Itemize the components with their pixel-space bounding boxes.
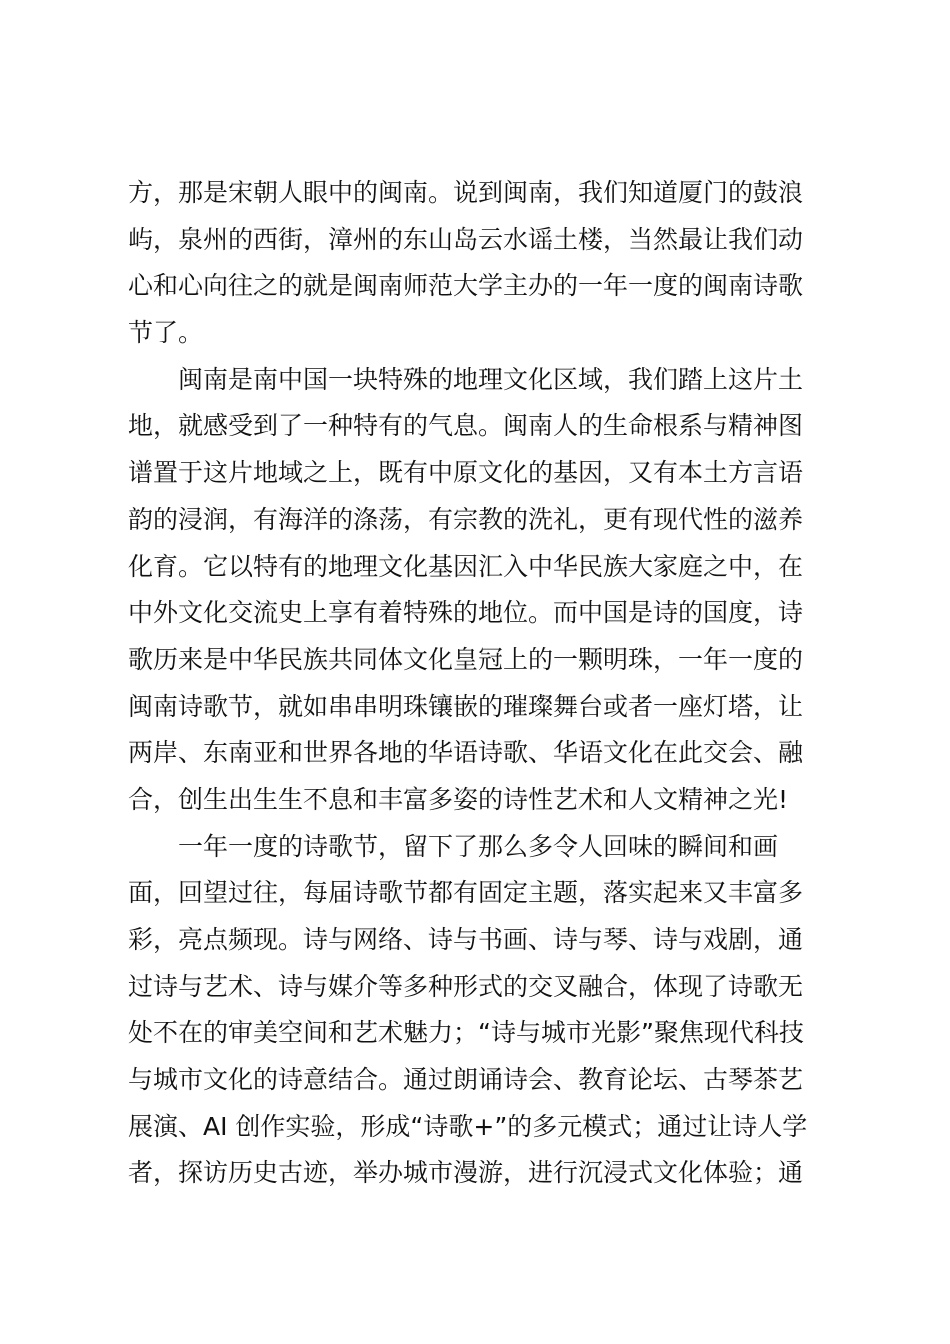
text-line: 谱置于这片地域之上，既有中原文化的基因，又有本土方言语 [128,458,804,488]
text-line: 闽南诗歌节，就如串串明珠镶嵌的璀璨舞台或者一座灯塔，让 [128,691,804,721]
text-line: 过诗与艺术、诗与媒介等多种形式的交叉融合，体现了诗歌无 [128,971,804,1001]
text-line: 方，那是宋朝人眼中的闽南。说到闽南，我们知道厦门的鼓浪 [128,178,804,207]
text-line: 处不在的审美空间和艺术魅力；“诗与城市光影”聚焦现代科技 [128,1018,804,1048]
paragraph-first-line: 闽南是南中国一块特殊的地理文化区域，我们踏上这片土 [178,364,804,394]
text-line: 两岸、东南亚和世界各地的华语诗歌、华语文化在此交会、融 [128,738,804,768]
text-line: 歌历来是中华民族共同体文化皇冠上的一颗明珠，一年一度的 [128,644,804,674]
text-line: 者，探访历史古迹，举办城市漫游，进行沉浸式文化体验；通 [128,1158,804,1188]
body-text [128,170,822,1197]
text-line: 化育。它以特有的地理文化基因汇入中华民族大家庭之中，在 [128,551,804,581]
text-line: 展演、AI 创作实验，形成“诗歌+”的多元模式；通过让诗人学 [128,1111,808,1141]
text-line: 面，回望过往，每届诗歌节都有固定主题，落实起来又丰富多 [128,878,804,908]
text-line: 节了。 [128,318,204,348]
text-line: 中外文化交流史上享有着特殊的地位。而中国是诗的国度，诗 [128,598,804,628]
text-line: 地，就感受到了一种特有的气息。闽南人的生命根系与精神图 [128,411,804,441]
paragraph-first-line: 一年一度的诗歌节，留下了那么多令人回味的瞬间和画 [178,831,779,861]
text-line: 彩，亮点频现。诗与网络、诗与书画、诗与琴、诗与戏剧，通 [128,925,804,954]
text-line: 韵的浸润，有海洋的涤荡，有宗教的洗礼，更有现代性的滋养 [128,504,804,534]
text-line: 合，创生出生生不息和丰富多姿的诗性艺术和人文精神之光! [128,784,789,814]
text-line: 屿，泉州的西街，漳州的东山岛云水谣土楼，当然最让我们动 [128,224,804,254]
text-line: 心和心向往之的就是闽南师范大学主办的一年一度的闽南诗歌 [128,271,804,301]
text-line: 与城市文化的诗意结合。通过朗诵诗会、教育论坛、古琴茶艺 [128,1065,804,1095]
